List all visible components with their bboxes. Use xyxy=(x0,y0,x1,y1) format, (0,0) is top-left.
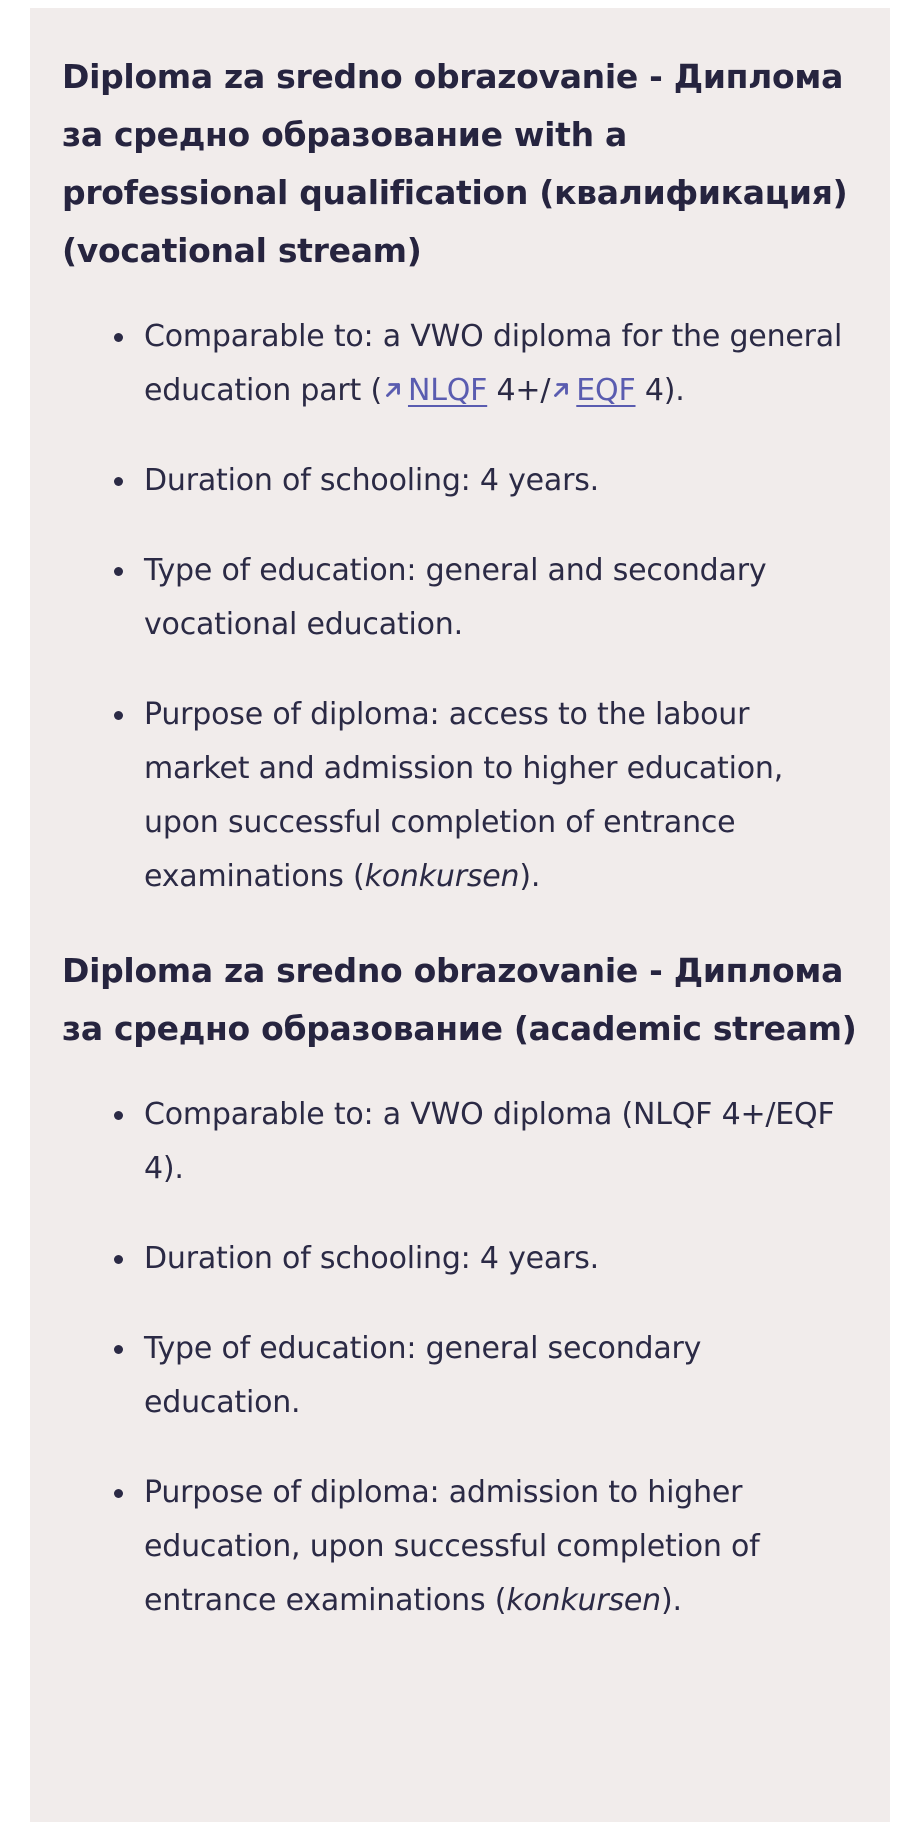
nlqf-link-label: NLQF xyxy=(407,373,488,408)
academic-stream-section xyxy=(62,942,858,1628)
purpose-suffix: ). xyxy=(660,1583,682,1618)
list-item-purpose xyxy=(144,688,858,904)
academic-stream-title: Diploma za sredno obrazovanie - Диплома за средно образование (academic stream) xyxy=(62,951,857,1048)
purpose-suffix: ). xyxy=(519,859,541,894)
comparable-text: Comparable to: a VWO diploma for the general education part ( xyxy=(144,319,843,408)
external-link-arrow-icon xyxy=(382,379,404,401)
list-item-comparable: Comparable to: a VWO diploma (NLQF 4+/EQF 4). xyxy=(144,1088,858,1196)
vocational-stream-title: Diploma za sredno obrazovanie - Диплома за средно образование with a professional qualification (квалификация) (vocational stream) xyxy=(62,57,848,270)
diploma-info-panel xyxy=(30,8,890,1822)
eqf-link[interactable] xyxy=(550,373,635,408)
purpose-text: Purpose of diploma: access to the labour market and admission to higher education, upon successful completion of entrance examinations ( xyxy=(144,697,784,894)
nlqf-link[interactable] xyxy=(382,373,487,408)
eqf-link-label: EQF xyxy=(576,373,636,408)
purpose-term: konkursen xyxy=(364,859,520,894)
eqf-suffix: 4). xyxy=(635,373,685,408)
list-item-comparable xyxy=(144,310,858,418)
list-item-duration: Duration of schooling: 4 years. xyxy=(144,1232,858,1286)
vocational-stream-section xyxy=(62,48,858,904)
external-link-arrow-icon xyxy=(550,379,572,401)
list-item-education-type: Type of education: general and secondary vocational education. xyxy=(144,544,858,652)
vocational-facts-list xyxy=(62,310,858,904)
list-item-purpose xyxy=(144,1466,858,1628)
list-item-duration: Duration of schooling: 4 years. xyxy=(144,454,858,508)
purpose-term: konkursen xyxy=(506,1583,661,1618)
academic-facts-list xyxy=(62,1088,858,1628)
purpose-text: Purpose of diploma: admission to higher education, upon successful completion of entrance examinations ( xyxy=(144,1475,760,1618)
nlqf-suffix: 4+/ xyxy=(487,373,551,408)
list-item-education-type: Type of education: general secondary education. xyxy=(144,1322,858,1430)
